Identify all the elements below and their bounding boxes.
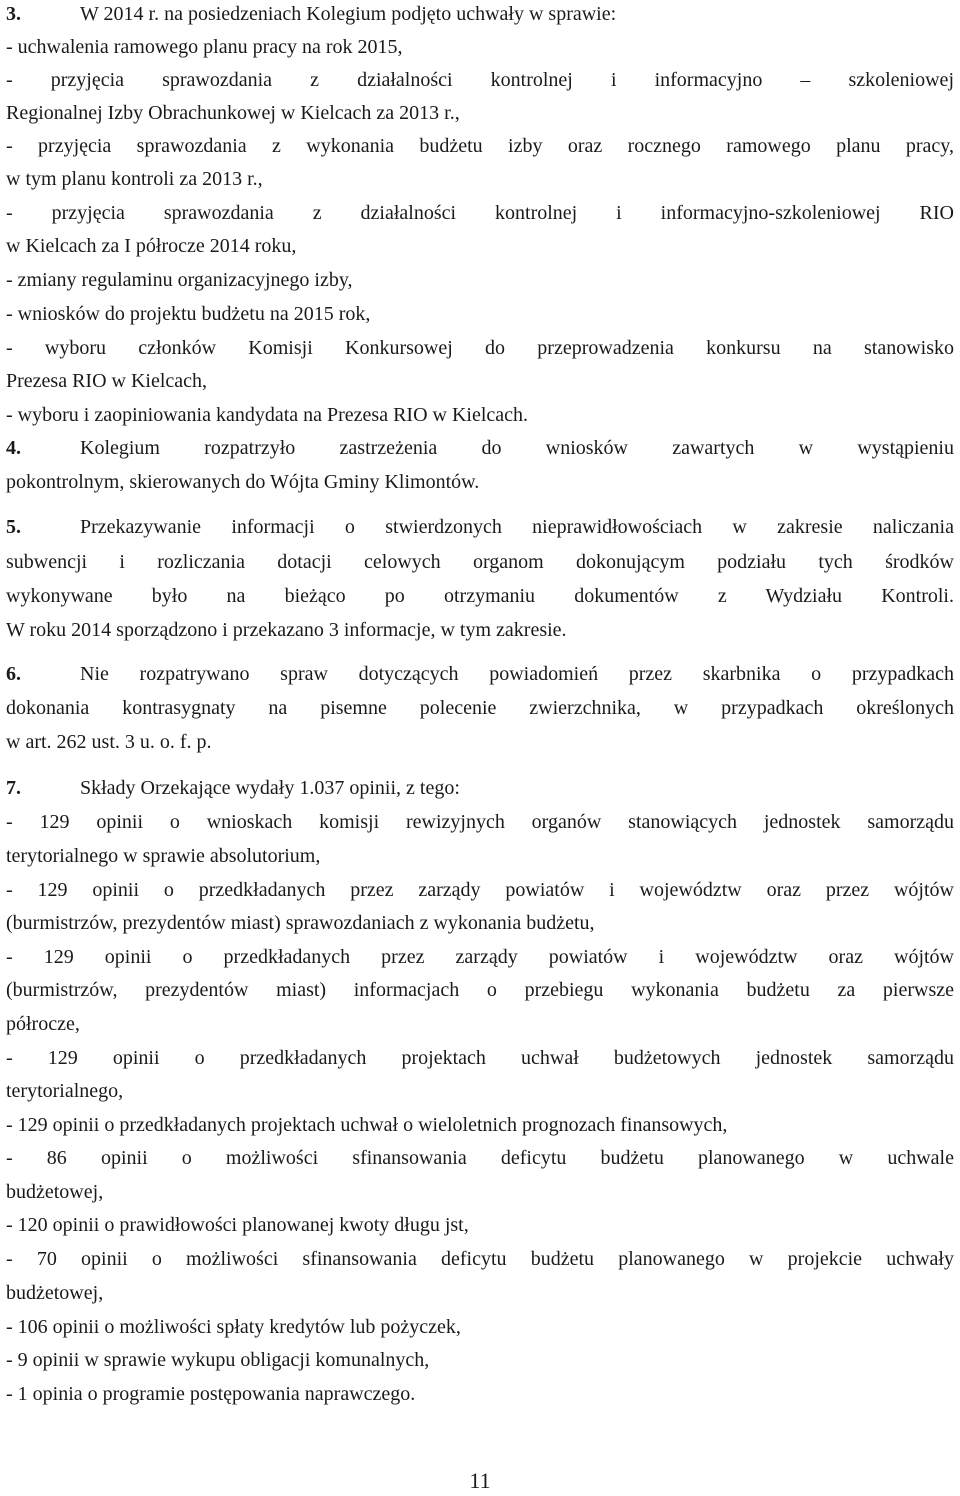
paragraph-line: wykonywane było na bieżąco po otrzymaniu dokumentów z Wydziału Kontroli. (6, 585, 954, 607)
section-4-heading (6, 431, 954, 465)
list-item: - 86 opinii o możliwości sfinansowania deficytu budżetu planowanego w uchwale (6, 1147, 954, 1169)
list-item-continuation: budżetowej, (6, 1181, 104, 1203)
section-7-heading (6, 771, 954, 805)
list-item: - 129 opinii o przedkładanych projektach uchwał budżetowych jednostek samorządu (6, 1047, 954, 1069)
list-item: - 129 opinii o przedkładanych przez zarządy powiatów i województw oraz wójtów (6, 946, 954, 968)
paragraph-line: - wniosków do projektu budżetu na 2015 rok, (6, 303, 371, 325)
list-item-continuation: terytorialnego, (6, 1080, 124, 1102)
section-number: 7. (6, 777, 21, 799)
list-item: - 1 opinia o programie postępowania naprawczego. (6, 1383, 416, 1405)
list-item-continuation: budżetowej, (6, 1282, 104, 1304)
section-3-heading (6, 0, 954, 31)
list-item: - 129 opinii o przedkładanych przez zarządy powiatów i województw oraz przez wójtów (6, 879, 954, 901)
section-text: Nie rozpatrywano spraw dotyczących powiadomień przez skarbnika o przypadkach (80, 663, 954, 685)
list-item-continuation: (burmistrzów, prezydentów miast) sprawozdaniach z wykonania budżetu, (6, 912, 595, 934)
list-item-continuation: (burmistrzów, prezydentów miast) informacjach o przebiegu wykonania budżetu za pierwsze (6, 979, 954, 1001)
list-item: - 120 opinii o prawidłowości planowanej kwoty długu jst, (6, 1214, 469, 1236)
page-number: 11 (469, 1468, 491, 1493)
section-6-heading (6, 657, 954, 691)
paragraph-line: - przyjęcia sprawozdania z działalności kontrolnej i informacyjno-szkoleniowej RIO (6, 202, 954, 224)
paragraph-line: W roku 2014 sporządzono i przekazano 3 informacje, w tym zakresie. (6, 619, 567, 641)
paragraph-line: - zmiany regulaminu organizacyjnego izby, (6, 269, 353, 291)
list-item: - 9 opinii w sprawie wykupu obligacji komunalnych, (6, 1349, 430, 1371)
section-number: 5. (6, 516, 21, 538)
list-item-continuation: terytorialnego w sprawie absolutorium, (6, 845, 321, 867)
list-item: - 70 opinii o możliwości sfinansowania deficytu budżetu planowanego w projekcie uchwały (6, 1248, 954, 1270)
paragraph-line: subwencji i rozliczania dotacji celowych organom dokonującym podziału tych środków (6, 551, 954, 573)
section-number: 3. (6, 3, 21, 25)
paragraph-line: w art. 262 ust. 3 u. o. f. p. (6, 731, 212, 753)
paragraph-line: - przyjęcia sprawozdania z działalności kontrolnej i informacyjno – szkoleniowej (6, 69, 954, 91)
section-text: W 2014 r. na posiedzeniach Kolegium podjęto uchwały w sprawie: (80, 3, 617, 25)
paragraph-line: w tym planu kontroli za 2013 r., (6, 168, 263, 190)
section-text: Kolegium rozpatrzyło zastrzeżenia do wniosków zawartych w wystąpieniu (80, 437, 954, 459)
paragraph-line: - wyboru i zaopiniowania kandydata na Prezesa RIO w Kielcach. (6, 404, 529, 426)
paragraph-line: Prezesa RIO w Kielcach, (6, 370, 208, 392)
list-item: - 106 opinii o możliwości spłaty kredytów lub pożyczek, (6, 1316, 461, 1338)
paragraph-line: pokontrolnym, skierowanych do Wójta Gminy Klimontów. (6, 471, 480, 493)
list-item-continuation: półrocze, (6, 1013, 80, 1035)
paragraph-line: - przyjęcia sprawozdania z wykonania budżetu izby oraz rocznego ramowego planu pracy, (6, 135, 954, 157)
paragraph-line: dokonania kontrasygnaty na pisemne polecenie zwierzchnika, w przypadkach określonych (6, 697, 954, 719)
list-item: - 129 opinii o przedkładanych projektach uchwał o wieloletnich prognozach finansowych, (6, 1114, 728, 1136)
section-number: 6. (6, 663, 21, 685)
paragraph-line: Regionalnej Izby Obrachunkowej w Kielcach za 2013 r., (6, 102, 460, 124)
paragraph-line: w Kielcach za I półrocze 2014 roku, (6, 235, 297, 257)
paragraph-line: - wyboru członków Komisji Konkursowej do przeprowadzenia konkursu na stanowisko (6, 337, 954, 359)
section-number: 4. (6, 437, 21, 459)
paragraph-line: - uchwalenia ramowego planu pracy na rok 2015, (6, 36, 403, 58)
section-5-heading (6, 510, 954, 544)
section-text: Składy Orzekające wydały 1.037 opinii, z tego: (80, 777, 460, 799)
list-item: - 129 opinii o wnioskach komisji rewizyjnych organów stanowiących jednostek samorządu (6, 811, 954, 833)
section-text: Przekazywanie informacji o stwierdzonych nieprawidłowościach w zakresie naliczania (80, 516, 954, 538)
